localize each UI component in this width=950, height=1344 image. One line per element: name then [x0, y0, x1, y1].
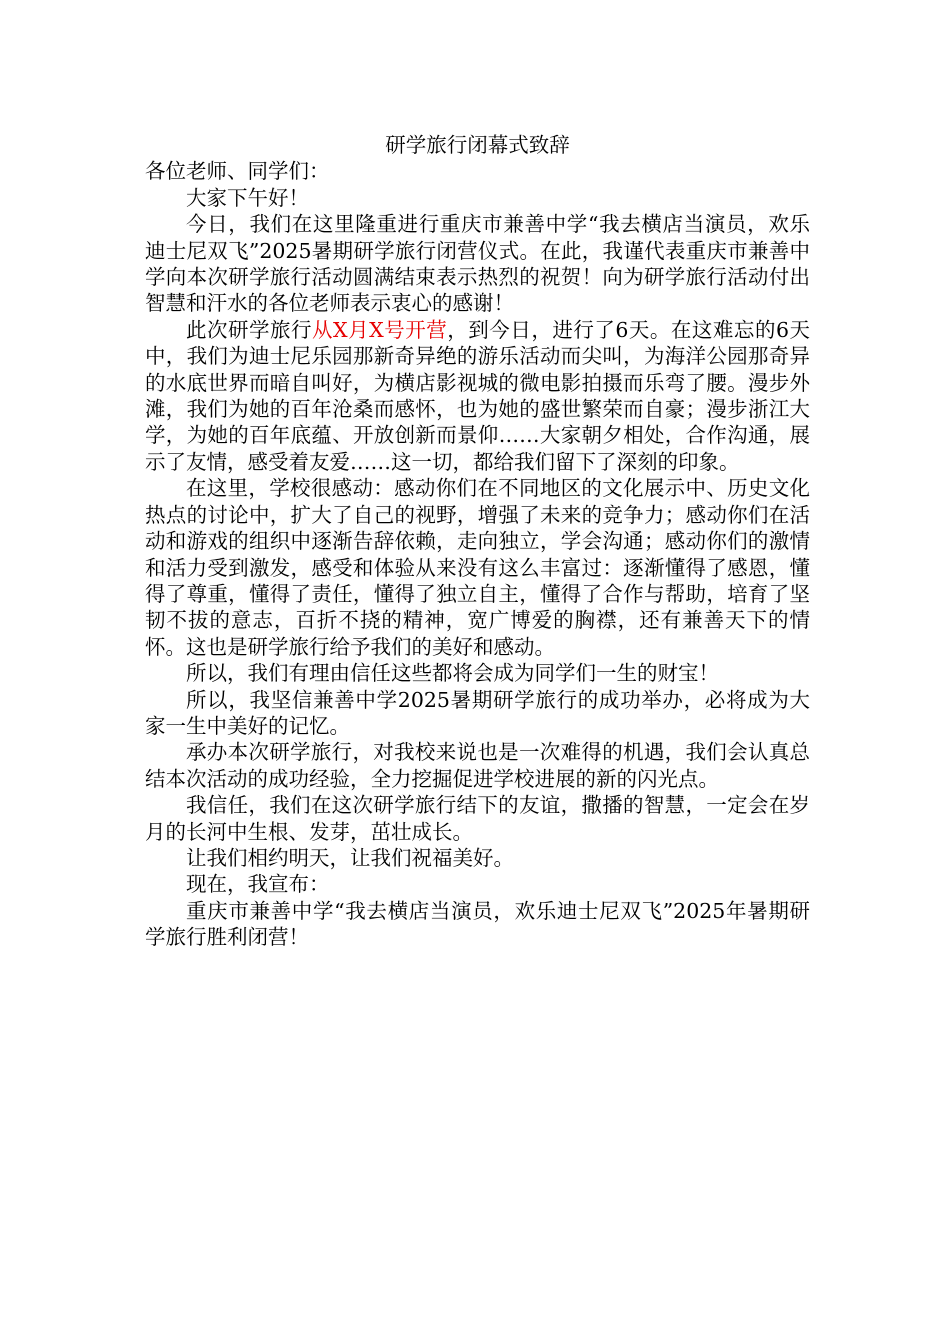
paragraph-9: 现在，我宣布： [186, 872, 330, 897]
paragraph-10: 重庆市兼善中学“我去横店当演员，欢乐迪士尼双飞”2025年暑期研学旅行胜利闭营！ [145, 898, 810, 950]
paragraph-3: 在这里，学校很感动：感动你们在不同地区的文化展示中、历史文化热点的讨论中，扩大了自己的视野，增强了未来的竞争力；感动你们在活动和游戏的组织中逐渐告辞依赖，走向独立，学会沟通；感动你们的激情和活力受到激发，感受和体验从来没有这么丰富过：逐渐懂得了感恩，懂得了尊重，懂得了责任，懂得了独立自主，懂得了合作与帮助，培育了坚韧不拔的意志，百折不挠的精神，宽广博爱的胸襟，还有兼善天下的情怀。这也是研学旅行给予我们的美好和感动。 [145, 476, 810, 659]
salutation: 各位老师、同学们： [145, 159, 330, 184]
highlighted-date-text: 从X月X号开营 [312, 317, 448, 342]
document-title: 研学旅行闭幕式致辞 [385, 133, 570, 157]
paragraph-8: 让我们相约明天，让我们祝福美好。 [186, 845, 514, 870]
paragraph-7: 我信任，我们在这次研学旅行结下的友谊，撒播的智慧，一定会在岁月的长河中生根、发芽，茁壮成长。 [145, 793, 810, 844]
paragraph-1: 今日，我们在这里隆重进行重庆市兼善中学“我去横店当演员，欢乐迪士尼双飞”2025暑期研学旅行闭营仪式。在此，我谨代表重庆市兼善中学向本次研学旅行活动圆满结束表示热烈的祝贺！向为研学旅行活动付出智慧和汗水的各位老师表示衷心的感谢！ [145, 212, 810, 316]
paragraph-6: 承办本次研学旅行，对我校来说也是一次难得的机遇，我们会认真总结本次活动的成功经验，全力挖掘促进学校进展的新的闪光点。 [145, 740, 810, 791]
paragraph-2-before: 此次研学旅行 [186, 317, 313, 342]
paragraph-2 [145, 317, 810, 475]
paragraph-5: 所以，我坚信兼善中学2025暑期研学旅行的成功举办，必将成为大家一生中美好的记忆。 [145, 687, 810, 738]
paragraph-4: 所以，我们有理由信任这些都将会成为同学们一生的财宝！ [186, 661, 719, 686]
document-body [145, 132, 810, 951]
greeting-paragraph: 大家下午好！ [186, 185, 309, 210]
paragraph-2-after: ，到今日，进行了6天。在这难忘的6天中，我们为迪士尼乐园那新奇异绝的游乐活动而尖叫，为海洋公园那奇异的水底世界而暗自叫好，为横店影视城的微电影拍摄而乐弯了腰。漫步外滩，我们为她的百年沧桑而感怀，也为她的盛世繁荣而自豪；漫步浙江大学，为她的百年底蕴、开放创新而景仰……大家朝夕相处，合作沟通，展示了友情，感受着友爱……这一切，都给我们留下了深刻的印象。 [145, 317, 810, 474]
